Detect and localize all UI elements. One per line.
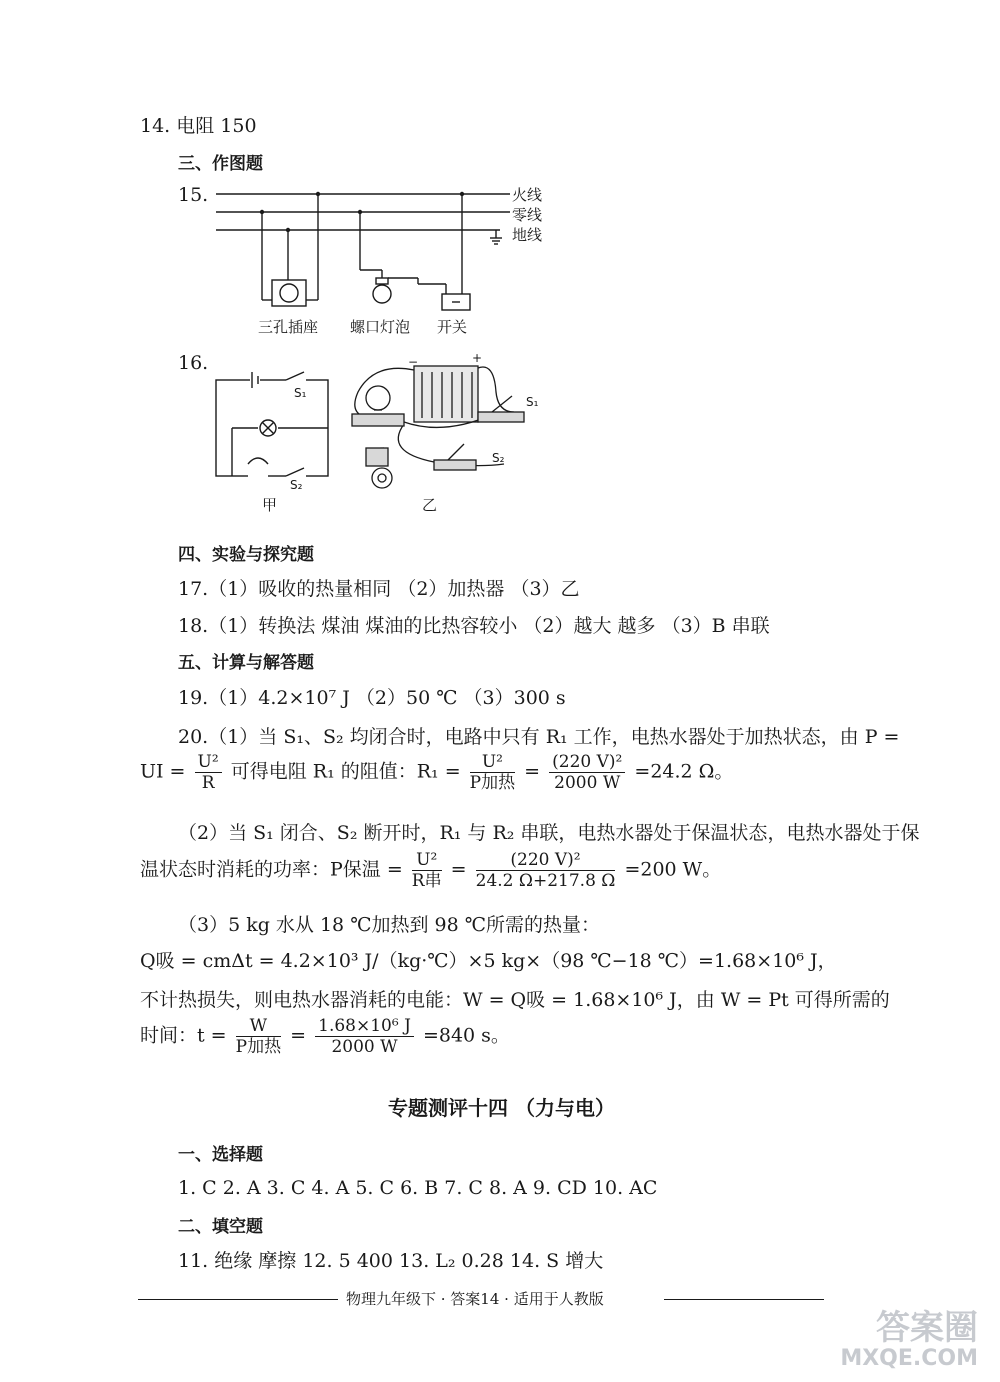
frac-num: U² [195, 752, 222, 773]
yi-minus-label: − [408, 355, 419, 369]
watermark-logo: 答案圈 [876, 1308, 978, 1348]
frac-den: 2000 W [554, 773, 621, 793]
frac-den: 2000 W [331, 1037, 398, 1057]
frac-den: R串 [411, 871, 442, 891]
yi-s2-label: S₂ [492, 451, 505, 465]
jia-s2-label: S₂ [290, 478, 303, 492]
q20-1-equals: = [524, 760, 541, 783]
answer-q17: 17.（1）吸收的热量相同 （2）加热器 （3）乙 [178, 578, 580, 600]
answer-q20-part1-line1: 20.（1）当 S₁、S₂ 均闭合时，电路中只有 R₁ 工作，电热水器处于加热状态，由 P = [178, 726, 900, 748]
label-yi: 乙 [422, 496, 438, 514]
answer-q14: 14. 电阻 150 [140, 115, 257, 137]
answer-q18: 18.（1）转换法 煤油 煤油的比热容较小 （2）越大 越多 （3）B 串联 [178, 615, 770, 637]
footer-text: 物理九年级下 · 答案14 · 适用于人教版 [346, 1290, 604, 1308]
q20-2-result: =200 W。 [624, 858, 722, 881]
frac-num: (220 V)² [476, 850, 616, 871]
label-fire-wire: 火线 [512, 186, 543, 204]
fraction-u2-over-p [470, 752, 515, 793]
answer-q20-part3-line1: （3）5 kg 水从 18 ℃加热到 98 ℃所需的热量： [178, 914, 600, 936]
section-heading-experiment: 四、实验与探究题 [178, 545, 314, 565]
fraction-u2-over-rseries [412, 850, 442, 891]
answer-q20-part3-line4 [140, 1016, 510, 1057]
q20-2-equals: = [450, 858, 467, 881]
q20-1-prefix: UI = [140, 760, 186, 783]
answer-q20-part3-line2: Q吸 = cmΔt = 4.2×10³ J/（kg·℃）×5 kg×（98 ℃−18 ℃）=1.68×10⁶ J， [140, 950, 837, 972]
fraction-220v-over-resistance-sum [476, 850, 616, 891]
q16-number: 16. [178, 352, 209, 374]
frac-num: 1.68×10⁶ J [315, 1016, 414, 1037]
label-ground-wire: 地线 [512, 226, 543, 244]
q20-1-middle: 可得电阻 R₁ 的阻值：R₁ = [230, 760, 461, 783]
footer-rule-right [664, 1299, 824, 1300]
label-bulb: 螺口灯泡 [350, 318, 411, 336]
q20-3-prefix: 时间：t = [140, 1024, 227, 1047]
label-jia: 甲 [262, 496, 278, 514]
frac-den: R [201, 773, 215, 793]
q16-physical-circuit-yi [344, 352, 554, 502]
answer-q20-part2-line2 [140, 850, 721, 891]
section-heading-choice: 一、选择题 [178, 1145, 263, 1165]
yi-plus-label: + [472, 352, 483, 365]
footer-rule-left [138, 1299, 338, 1300]
q20-1-result: =24.2 Ω。 [634, 760, 734, 783]
frac-den: 24.2 Ω+217.8 Ω [475, 871, 616, 891]
section-heading-calculation: 五、计算与解答题 [178, 653, 314, 673]
yi-s1-label: S₁ [526, 395, 539, 409]
fraction-220v-over-2000w [549, 752, 625, 793]
answers-choice: 1. C 2. A 3. C 4. A 5. C 6. B 7. C 8. A 9. CD 10. AC [178, 1177, 658, 1199]
q20-3-result: =840 s。 [422, 1024, 510, 1047]
section-heading-fill: 二、填空题 [178, 1217, 263, 1237]
topic-title: 专题测评十四 （力与电） [388, 1096, 615, 1120]
jia-s1-label: S₁ [294, 386, 307, 400]
fraction-u2-over-r [195, 752, 222, 793]
answer-q20-part3-line3: 不计热损失，则电热水器消耗的电能：W = Q吸 = 1.68×10⁶ J，由 W = Pt 可得所需的 [140, 989, 890, 1011]
answer-q20-part2-line1: （2）当 S₁ 闭合、S₂ 断开时，R₁ 与 R₂ 串联，电热水器处于保温状态，电热水器处于保 [178, 822, 920, 844]
q20-3-equals: = [290, 1024, 307, 1047]
label-switch: 开关 [437, 318, 468, 336]
watermark-url: MXQE.COM [840, 1346, 978, 1371]
frac-num: U² [412, 850, 442, 871]
label-socket: 三孔插座 [258, 318, 319, 336]
q15-number: 15. [178, 184, 209, 206]
answer-q20-part1-line2 [140, 752, 733, 793]
frac-num: (220 V)² [549, 752, 625, 773]
fraction-w-over-p [236, 1016, 281, 1057]
frac-num: W [236, 1016, 281, 1037]
frac-den: P加热 [235, 1037, 282, 1057]
q16-circuit-diagram-jia [210, 368, 350, 488]
q20-2-prefix: 温状态时消耗的功率：P保温 = [140, 858, 403, 881]
answer-q19: 19.（1）4.2×10⁷ J （2）50 ℃ （3）300 s [178, 687, 566, 709]
section-heading-drawing: 三、作图题 [178, 154, 263, 174]
fraction-energy-over-power [315, 1016, 414, 1057]
label-neutral-wire: 零线 [512, 206, 543, 224]
frac-den: P加热 [469, 773, 516, 793]
frac-num: U² [470, 752, 515, 773]
answers-fill: 11. 绝缘 摩擦 12. 5 400 13. L₂ 0.28 14. S 增大 [178, 1250, 604, 1272]
